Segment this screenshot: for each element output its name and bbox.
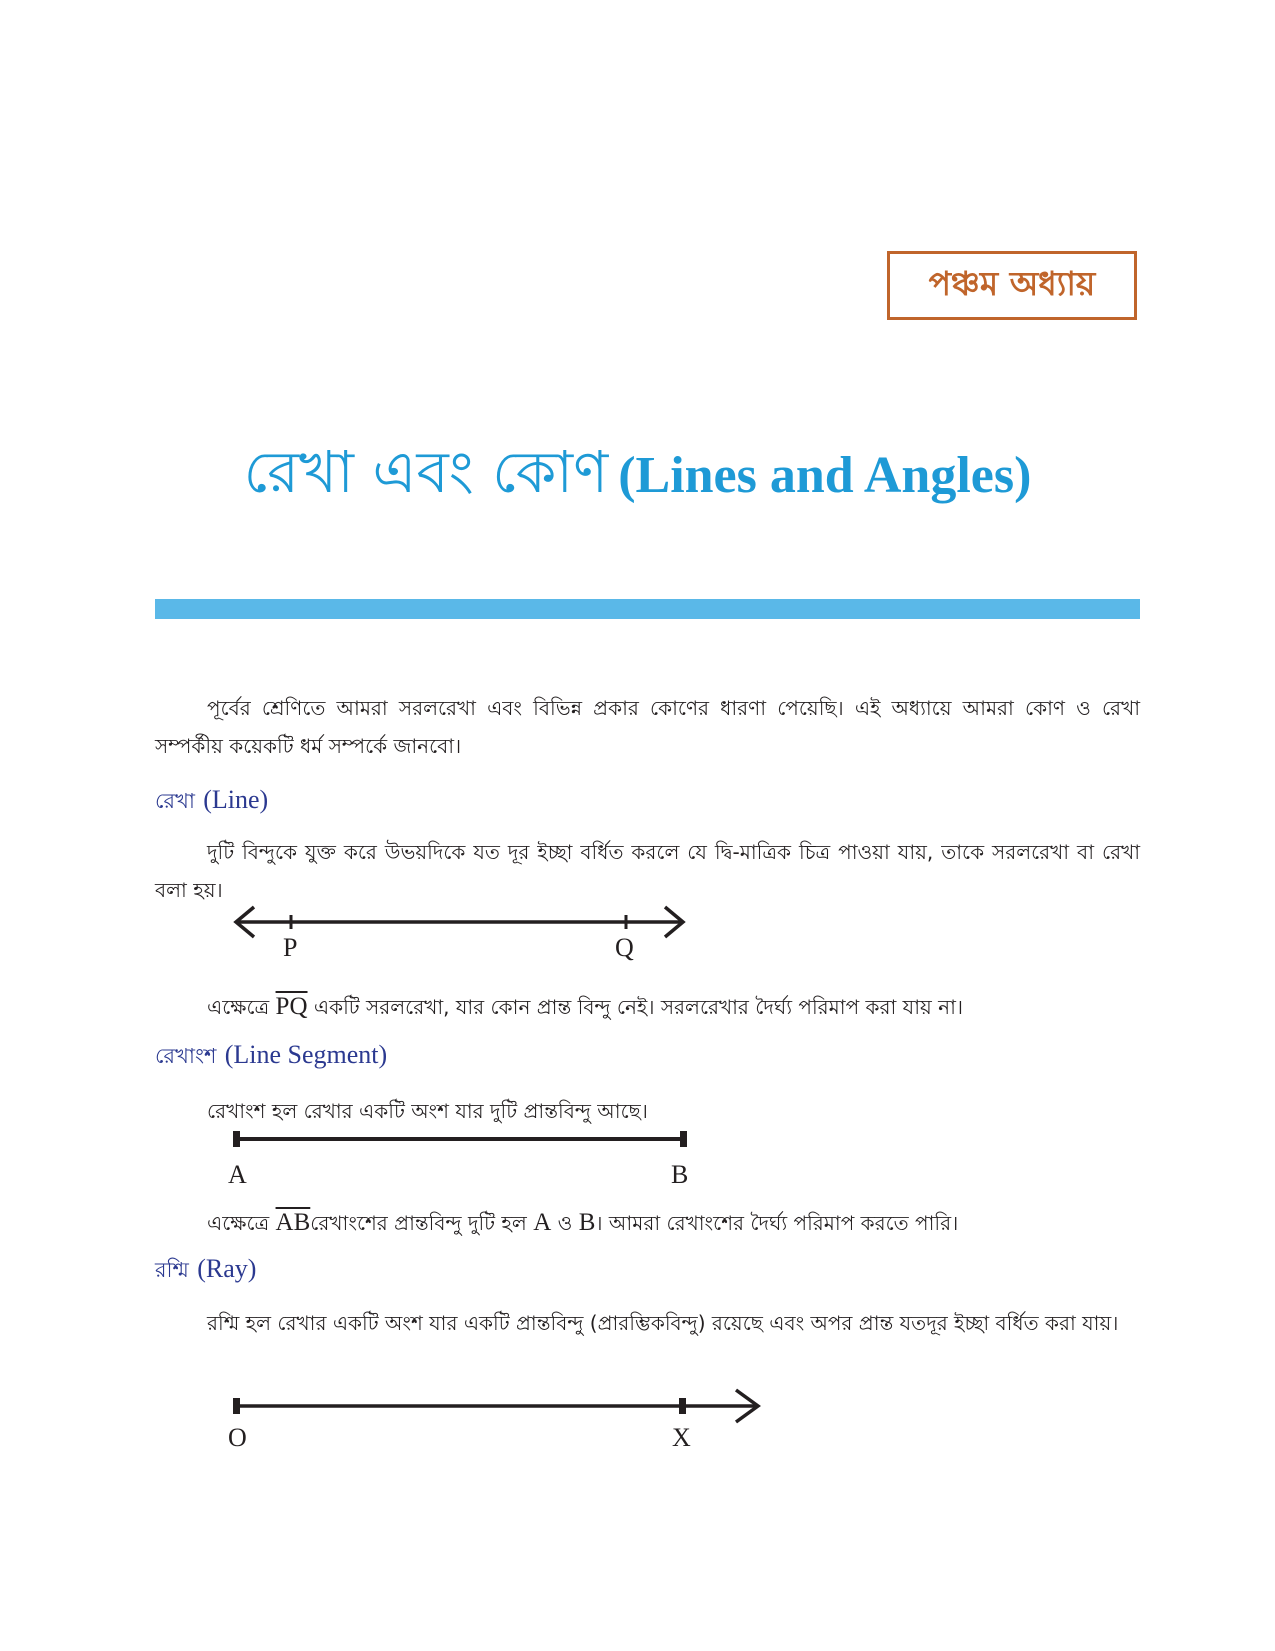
line-pq-symbol: $\overline{PQ}$ xyxy=(275,993,308,1020)
point-q-label: Q xyxy=(615,933,634,962)
title-divider-bar xyxy=(155,599,1140,619)
heading-ray xyxy=(155,1254,256,1289)
point-x-label: X xyxy=(672,1423,691,1452)
point-a-endcap xyxy=(233,1131,240,1147)
segment-note-text-1: রেখাংশের প্রান্তবিন্দু দুটি হল xyxy=(310,1211,527,1235)
heading-segment-bengali: রেখাংশ xyxy=(155,1044,217,1068)
heading-line-bengali: রেখা xyxy=(155,789,195,813)
segment-note xyxy=(207,1204,958,1242)
point-b-label: B xyxy=(671,1160,689,1189)
page-title xyxy=(0,428,1275,525)
line-definition: দুটি বিন্দুকে যুক্ত করে উভয়দিকে যত দূর ইচ্ছা বর্ধিত করলে যে দ্বি-মাত্রিক চিত্র পাওয়া যায়, তাকে সরলরেখা বা রেখা বলা হয়। xyxy=(155,840,1140,902)
line-figure xyxy=(0,898,720,968)
point-a-label: A xyxy=(228,1160,247,1189)
ray-definition: রশ্মি হল রেখার একটি অংশ যার একটি প্রান্তবিন্দু (প্রারম্ভিকবিন্দু) রয়েছে এবং অপর প্রান্ত যতদূর ইচ্ছা বর্ধিত করা যায়। xyxy=(207,1311,1119,1335)
segment-definition: রেখাংশ হল রেখার একটি অংশ যার দুটি প্রান্তবিন্দু আছে। xyxy=(207,1099,648,1123)
chapter-label: পঞ্চম অধ্যায় xyxy=(928,263,1096,303)
line-note-text: একটি সরলরেখা, যার কোন প্রান্ত বিন্দু নেই। সরলরেখার দৈর্ঘ্য পরিমাপ করা যায় না। xyxy=(313,995,964,1019)
chapter-label-box xyxy=(887,251,1137,320)
segment-note-a: A xyxy=(533,1209,552,1236)
segment-note-and: ও xyxy=(557,1211,573,1235)
point-o-label: O xyxy=(228,1423,247,1452)
segment-note-text-2: । আমরা রেখাংশের দৈর্ঘ্য পরিমাপ করতে পারি। xyxy=(595,1211,959,1235)
heading-segment-english: (Line Segment) xyxy=(224,1040,388,1069)
title-english: (Lines and Angles) xyxy=(618,447,1032,504)
segment-figure xyxy=(0,1125,720,1195)
heading-ray-english: (Ray) xyxy=(197,1254,257,1283)
point-b-endcap xyxy=(680,1131,687,1147)
line-note-prefix: এক্ষেত্রে xyxy=(207,995,270,1019)
heading-line-segment xyxy=(155,1040,387,1075)
segment-ab-symbol: $\overline{AB}$ xyxy=(275,1209,311,1236)
point-p-label: P xyxy=(283,933,298,962)
intro-paragraph: পূর্বের শ্রেণিতে আমরা সরলরেখা এবং বিভিন্ন প্রকার কোণের ধারণা পেয়েছি। এই অধ্যায়ে আমরা কোণ ও রেখা সম্পর্কীয় কয়েকটি ধর্ম সম্পর্কে জানবো। xyxy=(155,696,1140,758)
heading-line-english: (Line) xyxy=(203,785,269,814)
segment-note-prefix: এক্ষেত্রে xyxy=(207,1211,270,1235)
segment-note-b: B xyxy=(578,1209,596,1236)
ray-figure xyxy=(0,1385,780,1455)
heading-line xyxy=(155,785,268,820)
title-bengali: রেখা এবং কোণ xyxy=(243,438,609,506)
point-x-tick xyxy=(679,1398,686,1414)
heading-ray-bengali: রশ্মি xyxy=(155,1258,189,1282)
line-note xyxy=(207,988,963,1026)
point-o-endcap xyxy=(233,1398,240,1414)
